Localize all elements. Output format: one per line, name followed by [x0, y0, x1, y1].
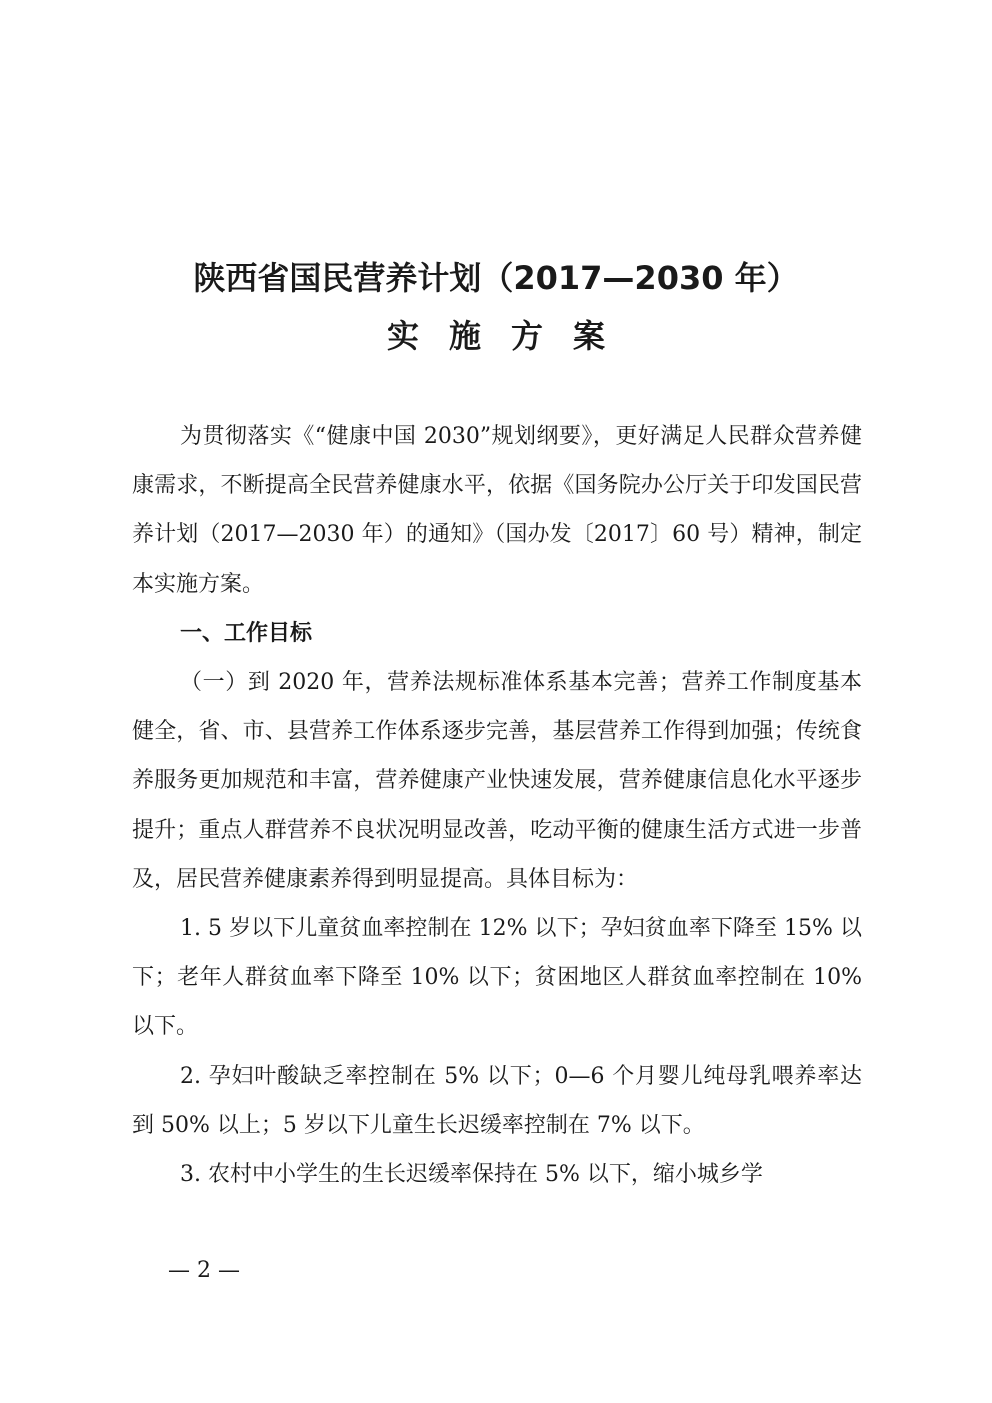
section-heading: 一、工作目标	[180, 620, 313, 646]
document-body	[132, 412, 862, 1199]
target-item-2: 2. 孕妇叶酸缺乏率控制在 5% 以下；0—6 个月婴儿纯母乳喂养率达到 50% 以上；5 岁以下儿童生长迟缓率控制在 7% 以下。	[132, 1063, 862, 1138]
document-title: 陕西省国民营养计划（2017—2030 年）	[193, 259, 799, 297]
target-item-3: 3. 农村中小学生的生长迟缓率保持在 5% 以下，缩小城乡学	[180, 1162, 763, 1188]
page-number: — 2 —	[168, 1258, 240, 1283]
document-subtitle: 实施方案	[386, 317, 635, 355]
target-item-1: 1. 5 岁以下儿童贫血率控制在 12% 以下；孕妇贫血率下降至 15% 以下；老年人群贫血率下降至 10% 以下；贫困地区人群贫血率控制在 10% 以下。	[132, 916, 862, 1040]
intro-paragraph: 为贯彻落实《“健康中国 2030”规划纲要》，更好满足人民群众营养健康需求，不断提高全民营养健康水平，依据《国务院办公厅关于印发国民营养计划（2017—2030 年）的通知》（国办发〔2017〕60 号）精神，制定本实施方案。	[132, 424, 862, 597]
goal-paragraph: （一）到 2020 年，营养法规标准体系基本完善；营养工作制度基本健全，省、市、县营养工作体系逐步完善，基层营养工作得到加强；传统食养服务更加规范和丰富，营养健康产业快速发展，营养健康信息化水平逐步提升；重点人群营养不良状况明显改善，吃动平衡的健康生活方式进一步普及，居民营养健康素养得到明显提高。具体目标为：	[132, 670, 862, 892]
